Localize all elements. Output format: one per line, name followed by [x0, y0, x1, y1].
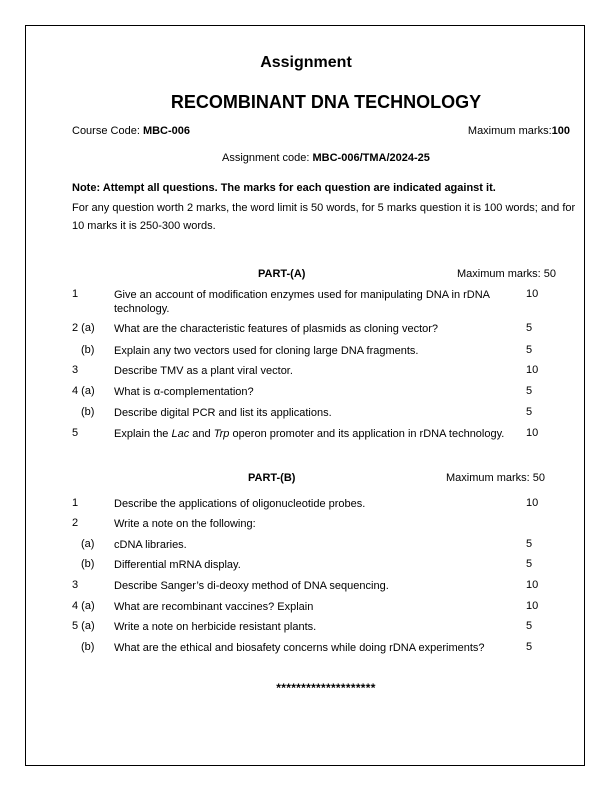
subject-title: RECOMBINANT DNA TECHNOLOGY	[170, 92, 482, 112]
question-number: 3	[72, 579, 79, 591]
question-number: 4 (a)	[72, 385, 95, 397]
question-marks: 5	[526, 538, 533, 550]
question-text: Describe digital PCR and list its applications.	[114, 407, 332, 419]
question-number: (b)	[81, 558, 95, 570]
note-heading: Note: Attempt all questions. The marks for each question are indicated against it.	[72, 182, 496, 194]
question-text-part: and	[189, 428, 214, 440]
question-text-part: Explain the	[114, 428, 172, 440]
question-marks: 5	[526, 344, 533, 356]
question-number: (b)	[81, 641, 95, 653]
question-number: 2	[72, 517, 79, 529]
question-number: 1	[72, 288, 79, 300]
question-text: Describe Sanger’s di-deoxy method of DNA sequencing.	[114, 580, 389, 592]
question-number: 3	[72, 364, 79, 376]
question-marks: 5	[526, 406, 533, 418]
question-marks: 5	[526, 322, 533, 334]
assignment-code-value: MBC-006/TMA/2024-25	[312, 152, 430, 164]
course-code	[72, 125, 190, 137]
question-number: (b)	[81, 344, 95, 356]
question-text: What are recombinant vaccines? Explain	[114, 601, 314, 613]
question-text: What is α-complementation?	[114, 386, 254, 398]
question-marks: 5	[526, 385, 533, 397]
question-marks: 10	[526, 427, 539, 439]
max-marks-total	[468, 125, 570, 137]
question-number: 4 (a)	[72, 600, 95, 612]
question-number: 1	[72, 497, 79, 509]
note-line-2: 10 marks it is 250-300 words.	[72, 220, 216, 232]
question-number: (b)	[81, 406, 95, 418]
end-stars: ********************	[276, 681, 376, 695]
max-marks-value: 100	[551, 125, 570, 137]
lac-term: Lac	[171, 428, 190, 440]
question-number: (a)	[81, 538, 95, 550]
question-text: Write a note on the following:	[114, 518, 256, 530]
question-marks: 10	[526, 497, 539, 509]
question-text	[114, 427, 504, 441]
question-marks: 5	[526, 558, 533, 570]
course-code-value: MBC-006	[142, 125, 191, 137]
trp-term: Trp	[213, 428, 230, 440]
question-marks: 10	[526, 579, 539, 591]
question-text: Write a note on herbicide resistant plants.	[114, 621, 317, 633]
part-b-max-marks: Maximum marks: 50	[446, 472, 546, 484]
question-marks: 10	[526, 600, 539, 612]
question-text: What are the characteristic features of plasmids as cloning vector?	[114, 323, 439, 335]
document-title: Assignment	[260, 54, 352, 71]
part-a-max-marks: Maximum marks: 50	[457, 268, 557, 280]
note-line-1: For any question worth 2 marks, the word limit is 50 words, for 5 marks question it is 100 words; and for	[72, 202, 576, 214]
assignment-code-label: Assignment code:	[222, 152, 313, 164]
part-a-heading: PART-(A)	[258, 268, 306, 280]
question-text: Differential mRNA display.	[114, 559, 241, 571]
max-marks-label: Maximum marks:	[467, 125, 552, 137]
assignment-code	[222, 152, 430, 164]
question-text: What are the ethical and biosafety concerns while doing rDNA experiments?	[114, 642, 485, 654]
question-number: 5	[72, 427, 79, 439]
course-code-label: Course Code:	[72, 125, 143, 137]
question-marks: 10	[526, 364, 539, 376]
question-marks: 5	[526, 620, 533, 632]
question-text-part: operon promoter and its application in rDNA technology.	[229, 428, 505, 440]
question-text: cDNA libraries.	[114, 539, 187, 551]
question-marks: 5	[526, 641, 533, 653]
question-text: Explain any two vectors used for cloning large DNA fragments.	[114, 345, 419, 357]
question-text: Give an account of modification enzymes used for manipulating DNA in rDNA technology.	[114, 289, 490, 315]
question-marks: 10	[526, 288, 539, 300]
question-text: Describe TMV as a plant viral vector.	[114, 365, 293, 377]
question-text: Describe the applications of oligonucleotide probes.	[114, 498, 366, 510]
question-number: 5 (a)	[72, 620, 95, 632]
question-number: 2 (a)	[72, 322, 95, 334]
part-b-heading: PART-(B)	[248, 472, 296, 484]
